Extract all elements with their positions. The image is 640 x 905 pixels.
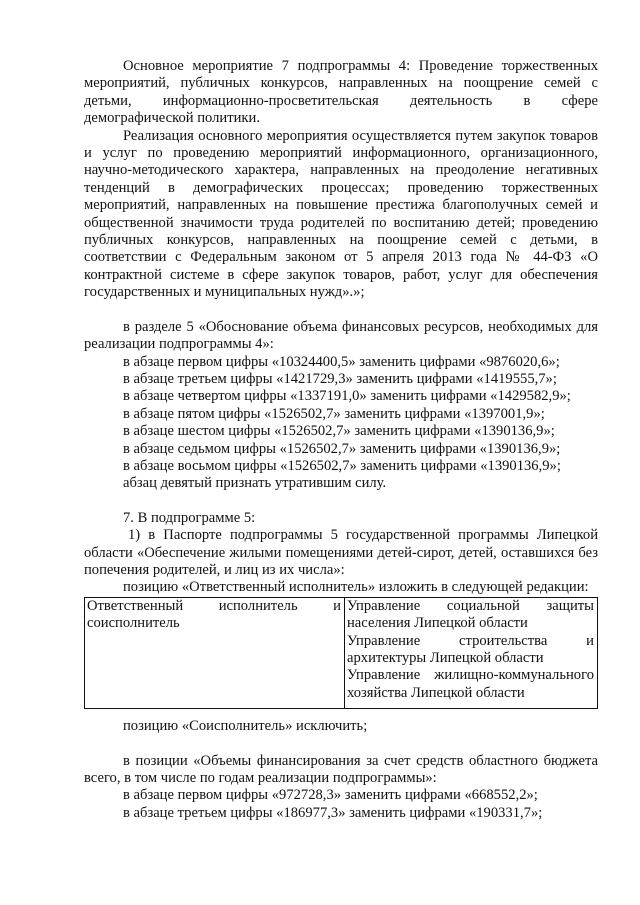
section5-item: в абзаце третьем цифры «1421729,3» заменить цифрами «1419555,7»; — [123, 370, 557, 387]
table-row — [85, 597, 598, 708]
paragraph-implementation: Реализация основного мероприятия осуществляется путем закупок товаров и услуг по проведению мероприятий информационного, организационного, научно-методического характера, направленных на преодоление негативных тенденций в демографических процессах; проведению торжественных мероприятий, направленных на повышение престижа благополучных семей и общественной значимости труда родителей по воспитанию детей; проведению публичных конкурсов, направленных на поощрение семей с детьми, в соответствии с Федеральным законом от 5 апреля 2013 года № 44-ФЗ «О контрактной системе в сфере закупок товаров, работ, услуг для обеспечения государственных и муниципальных нужд».»; — [84, 127, 598, 301]
financing-item: в абзаце третьем цифры «186977,3» заменить цифрами «190331,7»; — [123, 804, 543, 821]
section5-item: в абзаце первом цифры «10324400,5» заменить цифрами «9876020,6»; — [123, 353, 560, 370]
subprogram5-heading: 7. В подпрограмме 5: — [123, 509, 256, 526]
section5-intro: в разделе 5 «Обоснование объема финансовых ресурсов, необходимых для реализации подпрограммы 4»: — [84, 318, 598, 353]
document-page — [84, 58, 598, 822]
financing-item: в абзаце первом цифры «972728,3» заменить цифрами «668552,2»; — [123, 787, 538, 804]
coexecutor-paragraph: позицию «Соисполнитель» исключить; — [123, 718, 368, 735]
section5-item: в абзаце восьмом цифры «1526502,7» заменить цифрами «1390136,9»; — [123, 457, 561, 474]
responsible-table — [84, 597, 598, 709]
section5-item: в абзаце четвертом цифры «1337191,0» заменить цифрами «1429582,9»; — [123, 388, 571, 405]
table-cell-label: Ответственный исполнитель и соисполнитель — [85, 597, 345, 708]
table-cell-executors — [345, 597, 598, 708]
section5-item: в абзаце пятом цифры «1526502,7» заменить цифрами «1397001,9»; — [123, 405, 545, 422]
section5-item: в абзаце седьмом цифры «1526502,7» заменить цифрами «1390136,9»; — [123, 440, 561, 457]
executor-line: Управление жилищно-коммунального хозяйства Липецкой области — [347, 667, 594, 701]
financing-paragraph: в позиции «Объемы финансирования за счет средств областного бюджета всего, в том числе по годам реализации подпрограммы»: — [84, 752, 598, 787]
paragraph-measure-7: Основное мероприятие 7 подпрограммы 4: Проведение торжественных мероприятий, публичных конкурсов, направленных на поощрение семей с детьми, информационно-просветительская деятельность в сфере демографической политики. — [84, 58, 598, 127]
section5-item: в абзаце шестом цифры «1526502,7» заменить цифрами «1390136,9»; — [123, 423, 555, 440]
executor-line: Управление строительства и архитектуры Липецкой области — [347, 632, 594, 666]
section5-item: абзац девятый признать утратившим силу. — [123, 475, 387, 492]
executor-line: Управление социальной защиты населения Липецкой области — [347, 597, 594, 632]
position-paragraph: позицию «Ответственный исполнитель» изложить в следующей редакции: — [123, 579, 589, 596]
passport-paragraph: 1) в Паспорте подпрограммы 5 государственной программы Липецкой области «Обеспечение жилыми помещениями детей-сирот, детей, оставшихся без попечения родителей, и лиц из их числа»: — [84, 527, 598, 578]
